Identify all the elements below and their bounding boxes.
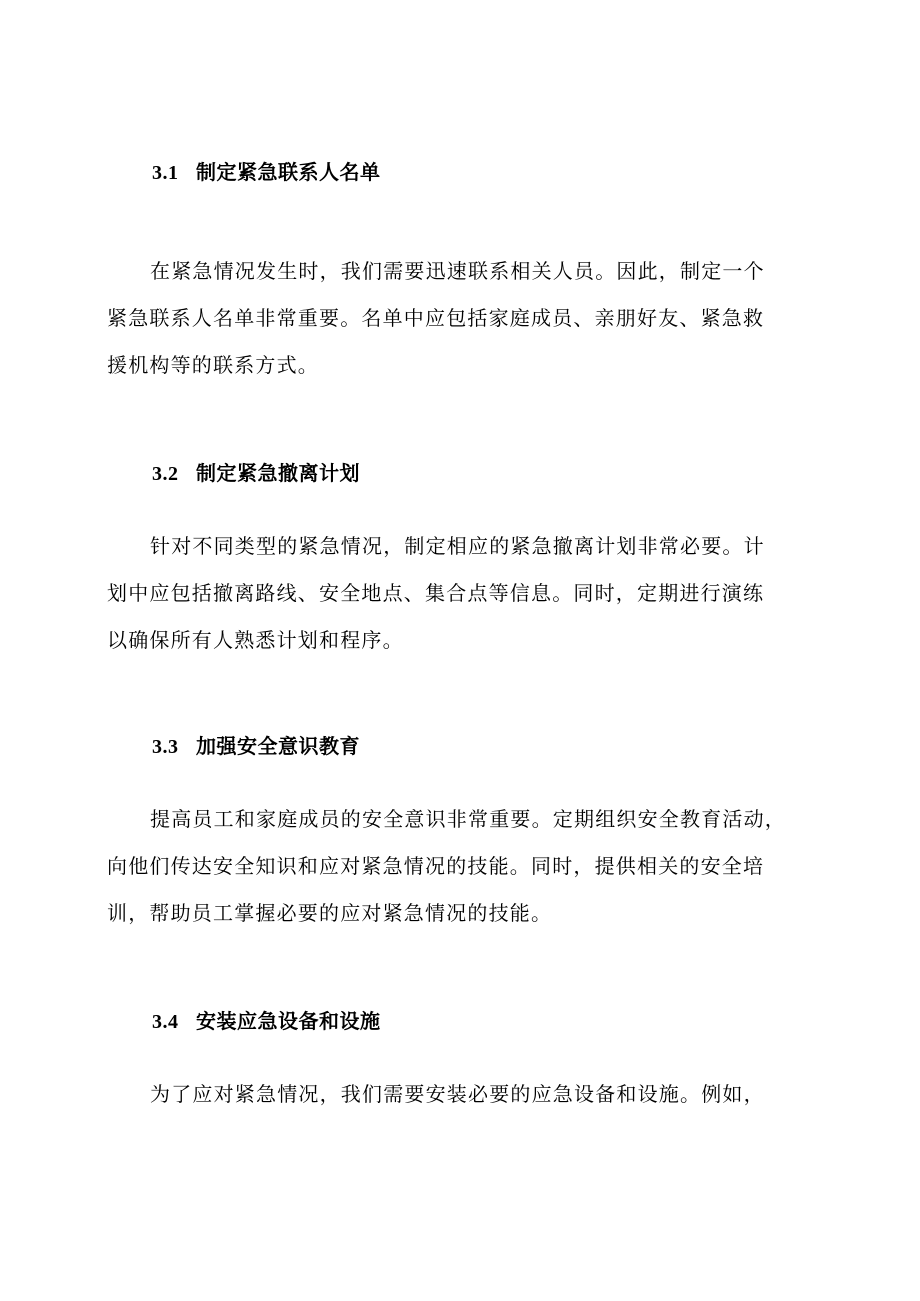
paragraph-line: 提高员工和家庭成员的安全意识非常重要。定期组织安全教育活动， [150, 807, 786, 831]
paragraph-line: 在紧急情况发生时，我们需要迅速联系相关人员。因此，制定一个 [150, 259, 765, 283]
section-number: 3.3 [152, 736, 179, 758]
section-number: 3.2 [152, 463, 179, 485]
paragraph-line: 为了应对紧急情况，我们需要安装必要的应急设备和设施。例如， [150, 1082, 765, 1106]
section-heading-3-1 [152, 158, 381, 187]
section-heading-3-4 [152, 1007, 381, 1036]
paragraph-line: 向他们传达安全知识和应对紧急情况的技能。同时，提供相关的安全培 [107, 854, 765, 878]
section-paragraph-3-3 [107, 796, 827, 937]
paragraph-line: 划中应包括撤离路线、安全地点、集合点等信息。同时，定期进行演练 [107, 581, 765, 605]
section-title: 制定紧急联系人名单 [196, 160, 381, 184]
section-number: 3.4 [152, 1011, 179, 1033]
section-paragraph-3-4 [107, 1071, 827, 1118]
section-paragraph-3-2 [107, 523, 827, 664]
section-number: 3.1 [152, 162, 179, 184]
section-title: 制定紧急撤离计划 [196, 461, 360, 485]
paragraph-line: 训，帮助员工掌握必要的应对紧急情况的技能。 [107, 901, 553, 925]
section-heading-3-3 [152, 732, 360, 761]
section-title: 安装应急设备和设施 [196, 1009, 381, 1033]
paragraph-line: 紧急联系人名单非常重要。名单中应包括家庭成员、亲朋好友、紧急救 [107, 306, 765, 330]
section-heading-3-2 [152, 459, 360, 488]
section-title: 加强安全意识教育 [196, 734, 360, 758]
section-paragraph-3-1 [107, 248, 827, 389]
paragraph-line: 针对不同类型的紧急情况，制定相应的紧急撤离计划非常必要。计 [150, 534, 765, 558]
paragraph-line: 援机构等的联系方式。 [107, 353, 319, 377]
paragraph-line: 以确保所有人熟悉计划和程序。 [107, 628, 404, 652]
